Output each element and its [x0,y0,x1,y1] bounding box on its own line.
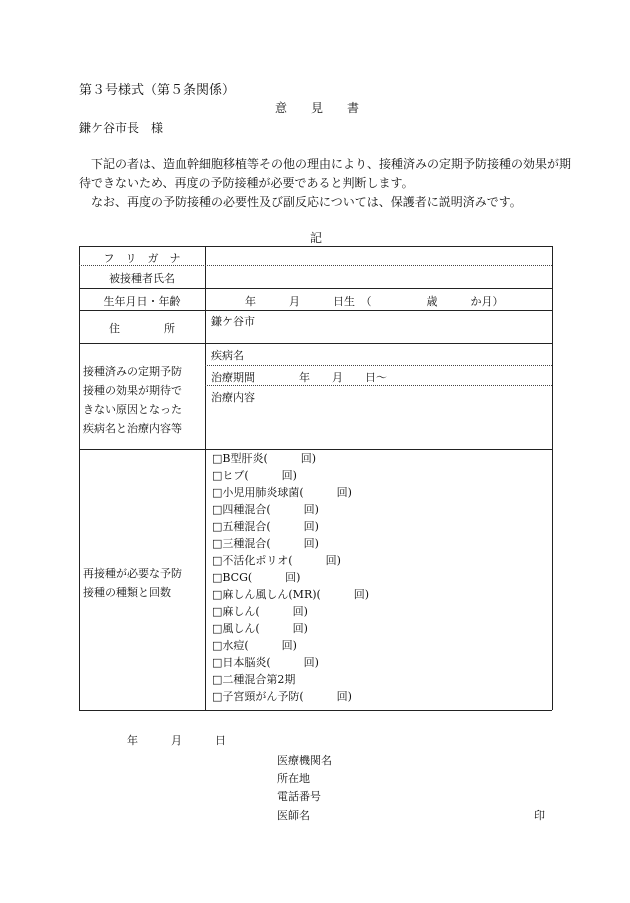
address-label: 住 所 [109,322,175,335]
intro-line-3: なお、再度の予防接種の必要性及び副反応については、保護者に説明済みです。 [91,195,522,209]
doctor-label: 医師名 [277,809,310,822]
phone-label: 電話番号 [277,790,321,803]
vaccine-label: 再接種が必要な予防 接種の種類と回数 [83,567,182,599]
address-value[interactable]: 鎌ケ谷市 [211,315,255,328]
vaccine-item[interactable]: □二種混合第2期 [212,673,296,686]
ki-heading: 記 [310,231,323,245]
vaccine-item[interactable]: □子宮頸がん予防( 回) [212,690,352,703]
treatment-content[interactable]: 治療内容 [211,391,255,404]
vaccine-item[interactable]: □日本脳炎( 回) [212,656,319,669]
vaccine-item[interactable]: □ヒブ( 回) [212,469,297,482]
vaccine-item[interactable]: □四種混合( 回) [212,503,319,516]
vaccine-item[interactable]: □不活化ポリオ( 回) [212,554,341,567]
footer-date[interactable]: 年 月 日 [127,734,226,747]
seal-mark: 印 [534,809,545,822]
treatment-period[interactable]: 治療期間 年 月 日～ [211,371,387,384]
vaccine-item[interactable]: □小児用肺炎球菌( 回) [212,486,352,499]
vaccine-item[interactable]: □五種混合( 回) [212,520,319,533]
disease-label[interactable]: 疾病名 [211,349,244,362]
vaccine-item[interactable]: □水痘( 回) [212,639,297,652]
intro-line-1: 下記の者は、造血幹細胞移植等その他の理由により、接種済みの定期予防接種の効果が期 [91,157,572,171]
vaccine-item[interactable]: □風しん( 回) [212,622,308,635]
name-label: 被接種者氏名 [109,272,175,285]
addressee: 鎌ケ谷市長 様 [79,121,164,135]
document-title: 意 見 書 [275,101,360,115]
vaccine-item[interactable]: □BCG( 回) [212,571,301,584]
dob-value[interactable]: 年 月 日生 （ 歳 か月） [245,295,504,308]
address-label-footer: 所在地 [277,772,310,785]
furigana-label: フ リ ガ ナ [103,252,181,265]
form-number: 第３号様式（第５条関係） [79,83,236,98]
reason-label: 接種済みの定期予防 接種の効果が期待で きない原因となった 疾病名と治療内容等 [83,365,182,435]
name-field[interactable] [206,266,551,287]
dob-label: 生年月日・年齢 [103,295,181,308]
vaccine-item[interactable]: □麻しん風しん(MR)( 回) [212,588,370,601]
vaccine-item[interactable]: □B型肝炎( 回) [212,452,317,465]
intro-line-2: 待できないため、再度の予防接種が必要であると判断します。 [79,176,414,190]
furigana-field[interactable] [206,247,551,264]
vaccine-item[interactable]: □三種混合( 回) [212,537,319,550]
institution-label: 医療機関名 [277,754,332,767]
vaccine-item[interactable]: □麻しん( 回) [212,605,308,618]
